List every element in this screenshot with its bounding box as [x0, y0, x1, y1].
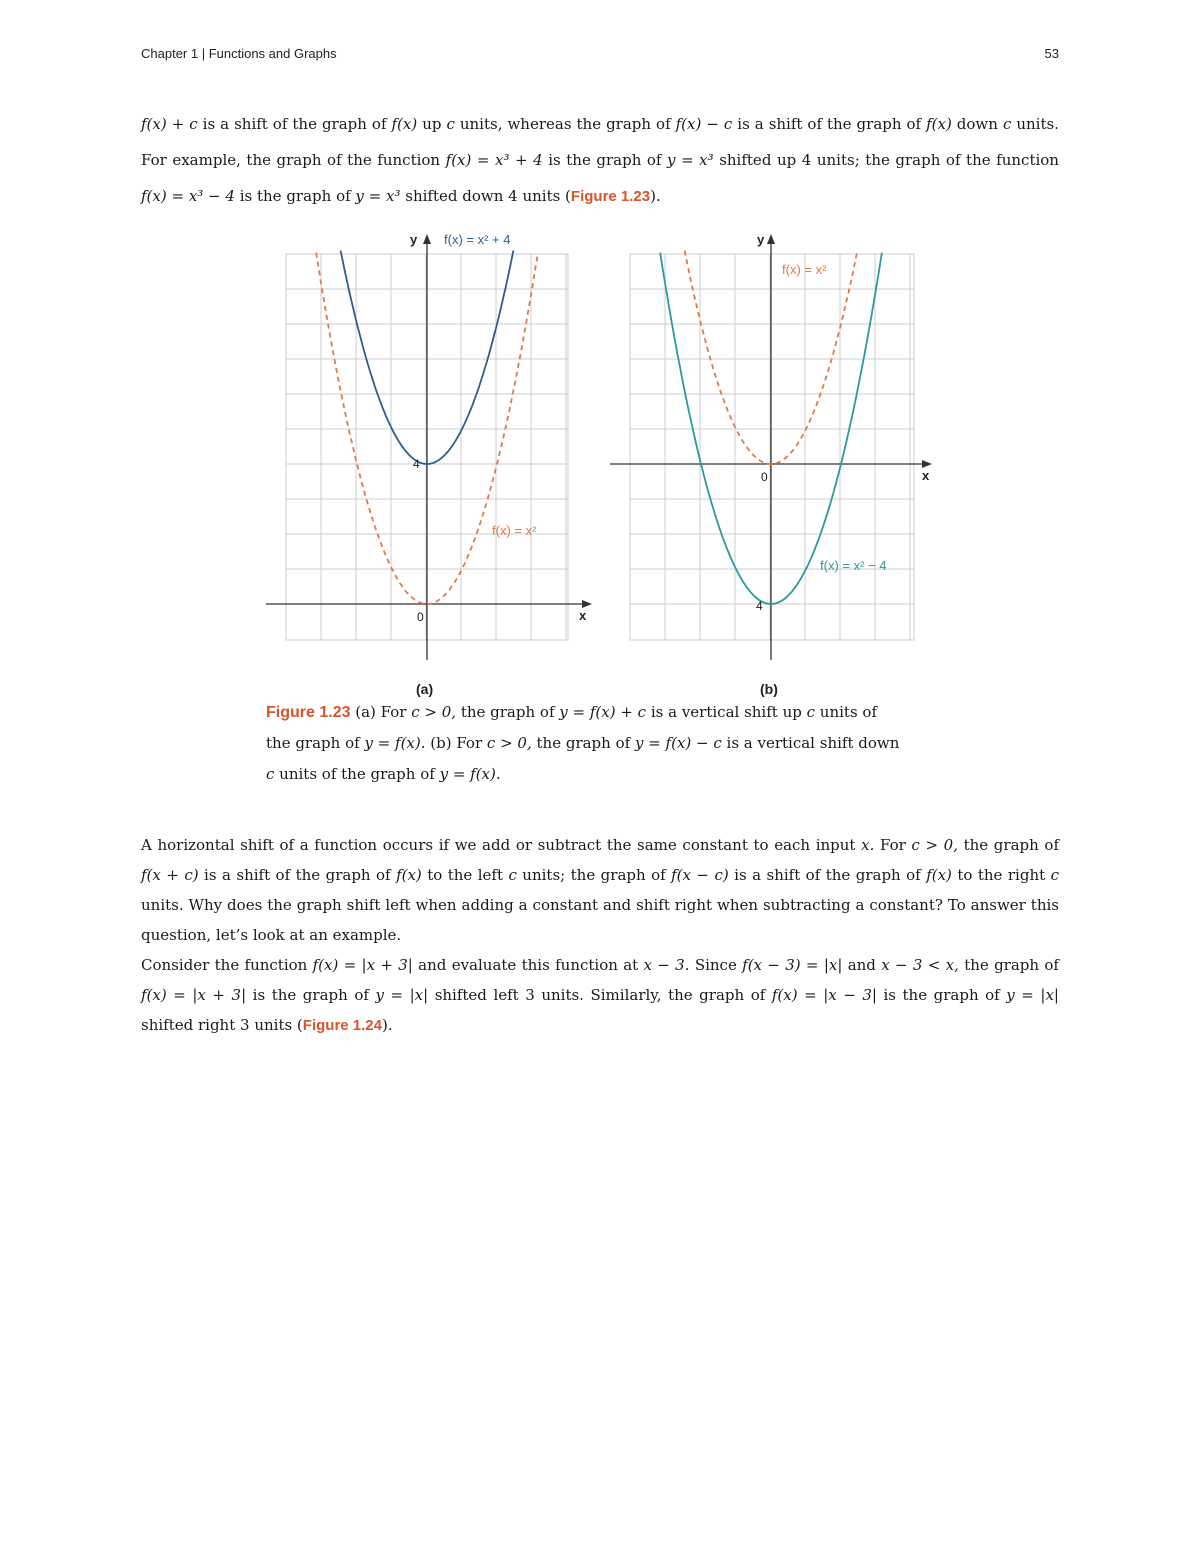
- panel-a-tick-4: 4: [413, 457, 420, 471]
- text-run: up: [417, 115, 447, 133]
- math-inline: c: [446, 115, 455, 133]
- text-run: is a shift of the graph of: [728, 866, 927, 884]
- math-inline: f(x) + c: [141, 115, 198, 133]
- panel-b-origin-label: 0: [761, 470, 768, 484]
- math-inline: f(x − 3) = |x|: [742, 956, 843, 974]
- text-run: shifted left 3 units. Similarly, the graph of: [428, 986, 772, 1004]
- math-inline: f(x) − c: [675, 115, 733, 133]
- page-header: [141, 46, 1059, 66]
- absolute-value-example-paragraph: [141, 950, 1059, 1041]
- math-inline: y = f(x).: [364, 734, 426, 752]
- text-run: is the graph of: [876, 986, 1007, 1004]
- panel-a-x-arrow: [582, 600, 592, 608]
- text-run: to the right: [951, 866, 1051, 884]
- text-run: the graph of: [958, 956, 1059, 974]
- text-run: units. For example, the graph of the function: [141, 115, 1059, 169]
- text-run: is a vertical shift down: [721, 734, 900, 752]
- text-run: is a shift of the graph of: [197, 115, 392, 133]
- text-run: is the graph of: [542, 151, 668, 169]
- math-inline: y = f(x).: [439, 765, 501, 783]
- text-run: function: [996, 151, 1059, 169]
- math-inline: c > 0,: [911, 836, 958, 854]
- math-inline: f(x + c): [141, 866, 199, 884]
- math-inline: y = |x|: [375, 986, 429, 1004]
- math-inline: f(x): [396, 866, 422, 884]
- math-inline: c > 0,: [486, 734, 532, 752]
- math-inline: c: [508, 866, 517, 884]
- text-run: to the left: [421, 866, 509, 884]
- text-run: units of: [815, 703, 877, 721]
- panel-a-label: (a): [416, 681, 434, 697]
- text-run: the graph of: [531, 734, 635, 752]
- text-run: shifted down 4 units (: [400, 187, 571, 205]
- panel-a-y-label: y: [410, 232, 418, 247]
- panel-a-orange-curve-label: f(x) = x²: [492, 523, 537, 538]
- text-run: (a) For: [350, 703, 412, 721]
- math-inline: f(x − c): [671, 866, 729, 884]
- panel-a: [266, 232, 592, 697]
- math-inline: c: [266, 765, 275, 783]
- text-run: units; the graph of: [516, 866, 672, 884]
- math-inline: y = f(x) − c: [634, 734, 722, 752]
- math-inline: f(x) = x³ + 4: [445, 151, 543, 169]
- panel-a-y-arrow: [423, 234, 431, 244]
- figure-caption: [266, 697, 926, 790]
- text-run: is a vertical shift up: [646, 703, 807, 721]
- text-run: Since: [689, 956, 743, 974]
- math-inline: y = f(x) + c: [559, 703, 647, 721]
- text-run: ).: [650, 187, 661, 205]
- chapter-title: Chapter 1 | Functions and Graphs: [141, 46, 337, 61]
- panel-b-y-arrow: [767, 234, 775, 244]
- text-run: shifted up 4 units; the graph of the: [713, 151, 991, 169]
- text-run: the graph of: [957, 836, 1060, 854]
- panel-b-tick-4: 4: [756, 599, 763, 613]
- text-run: is the graph of: [246, 986, 376, 1004]
- text-run: (b) For: [425, 734, 487, 752]
- figure-1-23: [260, 228, 940, 697]
- math-inline: f(x) = |x + 3|: [141, 986, 247, 1004]
- math-inline: y = x³: [667, 151, 714, 169]
- text-run: is a shift of the graph of: [732, 115, 927, 133]
- panel-b-orange-curve-label: f(x) = x²: [782, 262, 827, 277]
- math-inline: x.: [861, 836, 875, 854]
- panel-b-x-arrow: [922, 460, 932, 468]
- math-inline: c > 0,: [411, 703, 457, 721]
- panel-a-x-label: x: [579, 608, 587, 623]
- text-run: units of the graph of: [274, 765, 440, 783]
- math-inline: f(x): [926, 866, 952, 884]
- math-inline: x − 3 < x,: [881, 956, 959, 974]
- figure-link[interactable]: Figure 1.23: [570, 188, 651, 205]
- figure-caption-ref: Figure 1.23: [266, 704, 351, 721]
- math-inline: c: [1002, 115, 1012, 133]
- panel-b-teal-curve-label: f(x) = x² − 4: [820, 558, 887, 573]
- math-inline: c: [1050, 866, 1059, 884]
- text-run: the graph of: [266, 734, 365, 752]
- text-run: units, whereas the graph of: [454, 115, 676, 133]
- panel-b-x-label: x: [922, 468, 930, 483]
- math-inline: y = |x|: [1006, 986, 1059, 1004]
- figure-link[interactable]: Figure 1.24: [302, 1017, 382, 1034]
- text-run: ).: [382, 1016, 393, 1034]
- panel-a-blue-curve-label: f(x) = x² + 4: [444, 232, 511, 247]
- panel-b-label: (b): [760, 681, 778, 697]
- math-inline: f(x): [391, 115, 418, 133]
- text-run: For: [874, 836, 912, 854]
- intro-paragraph: [141, 106, 1059, 215]
- math-inline: f(x) = |x − 3|: [771, 986, 877, 1004]
- figure-graphs: [260, 228, 940, 697]
- text-run: down: [951, 115, 998, 133]
- math-inline: f(x) = x³ − 4: [141, 187, 235, 205]
- text-run: A horizontal shift of a function occurs if we add or subtract the same constant to each input: [141, 836, 862, 854]
- text-run: shifted right 3 units (: [141, 1016, 303, 1034]
- panel-b-y-label: y: [757, 232, 765, 247]
- panel-a-origin-label: 0: [417, 610, 424, 624]
- text-run: and evaluate this function at: [412, 956, 644, 974]
- math-inline: f(x) = |x + 3|: [312, 956, 413, 974]
- text-run: units. Why does the graph shift left when adding a constant and shift right when subtracting a constant? To answer this question, let’s look at an example.: [141, 896, 1059, 944]
- text-run: and: [842, 956, 882, 974]
- page-number: 53: [1044, 46, 1059, 61]
- math-inline: f(x): [926, 115, 952, 133]
- panel-b: [610, 232, 932, 697]
- text-run: is a shift of the graph of: [198, 866, 397, 884]
- horizontal-shift-paragraph: [141, 830, 1059, 950]
- math-inline: y = x³: [355, 187, 401, 205]
- math-inline: x − 3.: [643, 956, 690, 974]
- text-run: the graph of: [456, 703, 560, 721]
- math-inline: c: [806, 703, 816, 721]
- text-run: is the graph of: [234, 187, 356, 205]
- text-run: Consider the function: [141, 956, 313, 974]
